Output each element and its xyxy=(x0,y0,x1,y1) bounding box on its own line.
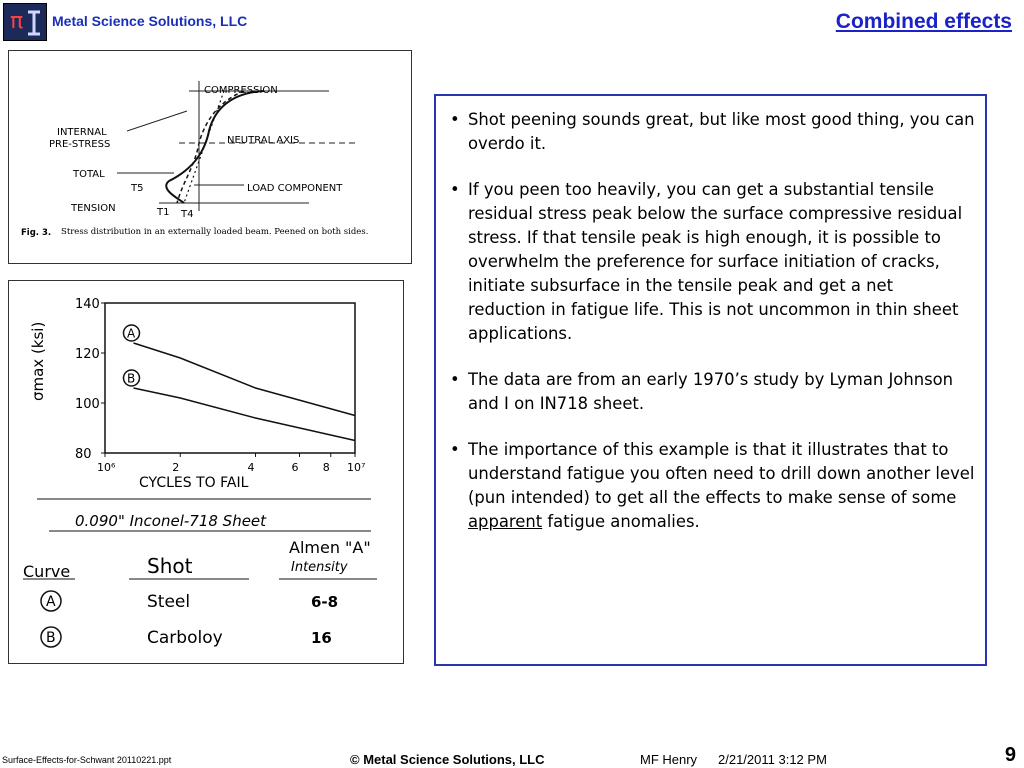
table-cell-intensity: 16 xyxy=(311,629,332,647)
bullet-item: • The data are from an early 1970’s study by Lyman Johnson and I on IN718 sheet. xyxy=(450,368,975,416)
footer-author: MF Henry xyxy=(640,752,698,767)
x-tick-label: 10⁷ xyxy=(347,461,366,474)
logo-pi-glyph: π xyxy=(10,9,24,34)
bullet-list xyxy=(436,96,985,534)
footer-datetime: 2/21/2011 3:12 PM xyxy=(718,752,827,767)
series-label: A xyxy=(126,326,136,341)
caption-wrapper xyxy=(61,227,401,257)
internal-label: INTERNAL xyxy=(57,127,107,138)
total-label: TOTAL xyxy=(73,169,105,180)
table-header-almen: Almen "A" xyxy=(289,538,371,557)
figure-caption-lead: Fig. 3. xyxy=(21,228,52,238)
shot-table xyxy=(41,591,338,648)
x-tick-label: 8 xyxy=(322,461,330,474)
table-header-curve: Curve xyxy=(23,562,71,581)
table-cell-curve: B xyxy=(46,630,56,646)
y-tick-label: 120 xyxy=(75,347,100,362)
x-axis-title: CYCLES TO FAIL xyxy=(139,475,249,491)
company-logo xyxy=(3,3,47,41)
t1-label: T1 xyxy=(157,207,170,218)
neutral-axis-label: NEUTRAL AXIS xyxy=(227,135,300,146)
x-tick-label: 10⁶ xyxy=(97,461,116,474)
table-header-intensity: Intensity xyxy=(291,560,348,575)
y-tick-label: 140 xyxy=(75,297,100,312)
stress-distribution-figure xyxy=(8,50,412,264)
material-label: 0.090" Inconel-718 Sheet xyxy=(75,512,267,530)
internal-leader-line xyxy=(127,111,187,131)
y-tick-label: 100 xyxy=(75,397,100,412)
pre-stress-label: PRE-STRESS xyxy=(49,139,111,150)
series-line-b xyxy=(134,388,356,441)
x-tick-label: 4 xyxy=(247,461,255,474)
t4-label: T4 xyxy=(181,209,194,220)
table-cell-intensity: 6-8 xyxy=(311,593,339,611)
load-component-label: LOAD COMPONENT xyxy=(247,183,343,194)
fatigue-data-figure xyxy=(8,280,404,664)
t5-label: T5 xyxy=(131,183,144,194)
underlined-word: apparent xyxy=(468,512,543,531)
footer-filename: Surface-Effects-for-Schwant 20110221.ppt xyxy=(2,755,172,765)
bullet-item xyxy=(450,438,975,534)
bullet-item: • If you peen too heavily, you can get a substantial tensile residual stress peak below the surface compressive residual stress. If that tensile peak is high enough, it is possible to overwhelm the preference for surface initiation of cracks, initiate subsurface in the tensile peak and get a net reduction in fatigue life. This is not uncommon in thin sheet applications. xyxy=(450,178,975,346)
logo-graphic xyxy=(4,4,46,40)
table-header-shot: Shot xyxy=(147,554,193,578)
y-axis-title: σmax (ksi) xyxy=(29,321,47,401)
company-name: Metal Science Solutions, LLC xyxy=(52,13,248,29)
stress-distribution-drawing xyxy=(9,51,411,263)
y-tick-label: 80 xyxy=(75,447,92,462)
footer-copyright: © Metal Science Solutions, LLC xyxy=(350,752,545,767)
series-label: B xyxy=(126,371,136,386)
x-tick-label: 2 xyxy=(172,461,180,474)
table-cell-curve: A xyxy=(46,594,56,610)
bullet-text-part: The importance of this example is that it illustrates that to understand fatigue you often need to drill down another level (pun intended) to get all the effects to make sense of some xyxy=(468,440,975,507)
fatigue-chart xyxy=(29,297,365,474)
table-cell-shot: Steel xyxy=(147,592,191,612)
page-number: 9 xyxy=(1004,744,1016,766)
series-line-a xyxy=(134,343,356,416)
figure-caption: Stress distribution in an externally loaded beam. Peened on both sides. xyxy=(61,227,369,237)
wrench-icon xyxy=(28,12,40,34)
compression-label: COMPRESSION xyxy=(204,85,278,96)
internal-prestress-curve xyxy=(177,91,244,203)
bullet-item: • Shot peening sounds great, but like most good thing, you can overdo it. xyxy=(450,108,975,156)
page-title: Combined effects xyxy=(835,10,1012,33)
table-cell-shot: Carboloy xyxy=(147,628,223,648)
bullet-text-box xyxy=(434,94,987,666)
x-tick-label: 6 xyxy=(291,461,299,474)
bullet-text-part: fatigue anomalies. xyxy=(542,512,700,531)
tension-label: TENSION xyxy=(71,203,116,214)
fatigue-chart-drawing xyxy=(9,281,403,663)
